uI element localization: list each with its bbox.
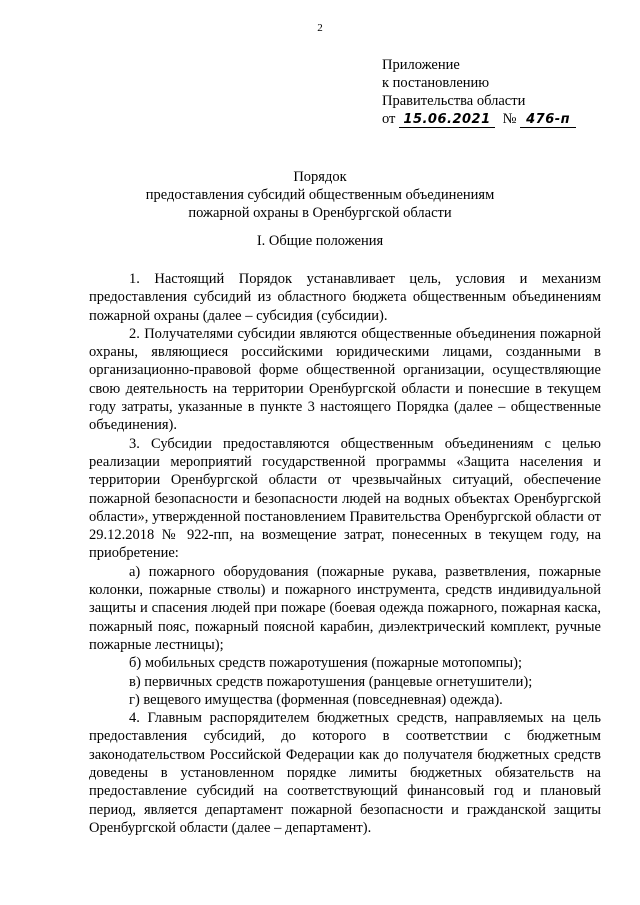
paragraph-3c: в) первичных средств пожаротушения (ранцевые огнетушители); xyxy=(129,673,533,690)
decree-date: 15.06.2021 xyxy=(399,112,495,128)
decree-number: 476-п xyxy=(520,112,576,128)
paragraph-3: 3. Субсидии предоставляются общественным объединениям с целью реализации мероприятий государственной программы «Защита населения и территории Оренбургской области от чрезвычайных ситуаций, обеспечение пожарной безопасности и безопасности людей на водных объектах Оренбургской области», утвержденной постановлением Правительства Оренбургской области от 29.12.2018 № 922-пп, на возмещение затрат, понесенных в текущем году, на приобретение: xyxy=(89,435,601,562)
title-line-1: Порядок xyxy=(293,169,347,185)
paragraph-3b: б) мобильных средств пожаротушения (пожарные мотопомпы); xyxy=(129,655,523,672)
appendix-block xyxy=(382,56,576,128)
page-number: 2 xyxy=(317,22,323,34)
appendix-line-3: Правительства области xyxy=(382,93,526,109)
section-heading: I. Общие положения xyxy=(256,233,384,249)
paragraph-4: 4. Главным распорядителем бюджетных средств, направляемых на цель предоставления субсидий, до которого в соответствии с бюджетным законодательством Российской Федерации как до получателя бюджетных средств доведены в установленном порядке лимиты бюджетных обязательств на предоставление субсидий на соответствующий финансовый год и плановый период, является департамент пожарной безопасности и гражданской защиты Оренбургской области (далее – департамент). xyxy=(89,710,601,836)
title-line-3: пожарной охраны в Оренбургской области xyxy=(188,205,452,221)
document-body xyxy=(89,270,601,837)
appendix-line-1: Приложение xyxy=(382,57,460,73)
document-title xyxy=(0,168,640,222)
paragraph-1: 1. Настоящий Порядок устанавливает цель, условия и механизм предоставления субсидий из областного бюджета общественным объединениям пожарной охраны (далее – субсидия (субсидии). xyxy=(89,271,601,324)
paragraph-3a: а) пожарного оборудования (пожарные рукава, разветвления, пожарные колонки, пожарные стволы) и пожарного инструмента, средств индивидуальной защиты и спасения людей при пожаре (боевая одежда пожарного, пожарная каска, пожарный пояс, пожарный поясной карабин, диэлектрический комплект, ручные пожарные лестницы); xyxy=(89,563,601,653)
paragraph-2: 2. Получателями субсидии являются общественные объединения пожарной охраны, являющиеся российскими юридическими лицами, созданными в организационно-правовой форме общественной организации, осуществляющие свою деятельность на территории Оренбургской области и понесшие в текущем году затраты, указанные в пункте 3 настоящего Порядка (далее – общественные объединения). xyxy=(89,325,601,434)
from-label: от xyxy=(382,111,396,127)
title-line-2: предоставления субсидий общественным объединениям xyxy=(145,187,495,203)
appendix-date-row xyxy=(382,110,576,128)
number-label: № xyxy=(502,111,517,127)
paragraph-3d: г) вещевого имущества (форменная (повседневная) одежда). xyxy=(129,691,503,708)
appendix-line-2: к постановлению xyxy=(382,75,490,91)
